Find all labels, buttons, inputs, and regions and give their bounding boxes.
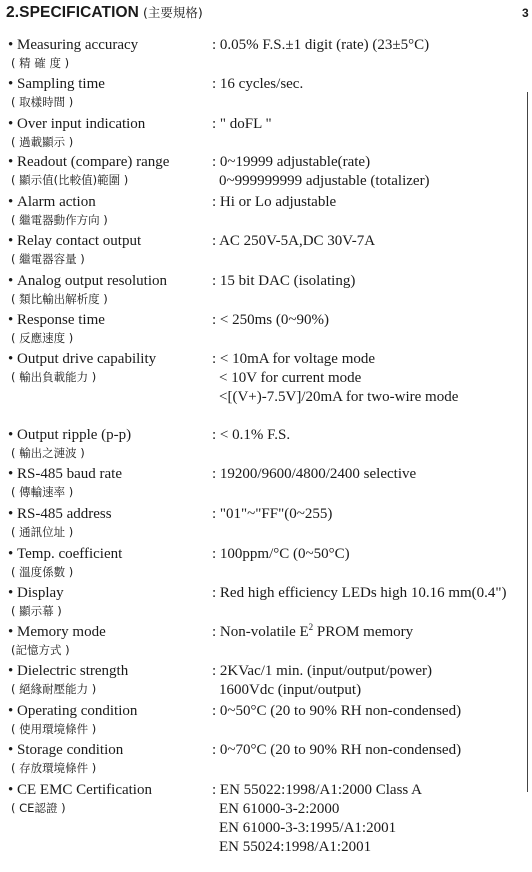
- spec-label: [8, 115, 206, 150]
- spec-label-text: Dielectric strength: [17, 663, 129, 679]
- spec-value-line: <[(V+)-7.5V]/20mA for two-wire mode: [219, 389, 459, 405]
- spec-value: [212, 465, 416, 484]
- spec-label-text: Display: [17, 585, 64, 601]
- spec-label-zh: ( 取樣時間 ): [11, 95, 74, 109]
- spec-value: [212, 75, 303, 94]
- spec-value-line: : 100ppm/°C (0~50°C): [212, 546, 350, 562]
- page-number-fragment: 3: [522, 6, 529, 20]
- spec-label: [8, 662, 206, 697]
- spec-label-text: Memory mode: [17, 624, 106, 640]
- spec-value: [212, 115, 272, 134]
- spec-label-zh: (記憶方式 ): [11, 643, 70, 657]
- spec-label-zh: ( 輸出之漣波 ): [11, 446, 85, 460]
- spec-value-line: : "01"~"FF"(0~255): [212, 506, 333, 522]
- spec-label: [8, 426, 206, 461]
- spec-label-en: [8, 465, 206, 484]
- spec-label: [8, 741, 206, 776]
- spec-label-zh: ( 繼電器容量 ): [11, 252, 85, 266]
- spec-label-zh: ( 顯示幕 ): [11, 604, 62, 618]
- spec-label: [8, 545, 206, 580]
- spec-label: [8, 702, 206, 737]
- spec-label-en: [8, 781, 206, 800]
- spec-label-text: Output drive capability: [17, 351, 157, 367]
- spec-label-en: [8, 36, 206, 55]
- spec-label: [8, 232, 206, 267]
- spec-label-text: Readout (compare) range: [17, 154, 170, 170]
- spec-value-line: : < 250ms (0~90%): [212, 312, 329, 328]
- section-title-text: 2.SPECIFICATION: [6, 4, 139, 21]
- spec-label-text: Alarm action: [17, 194, 96, 210]
- spec-label-text: Sampling time: [17, 76, 105, 92]
- spec-label: [8, 193, 206, 228]
- spec-label-text: Operating condition: [17, 703, 138, 719]
- spec-label: [8, 350, 206, 385]
- spec-value-line: EN 55024:1998/A1:2001: [219, 839, 372, 855]
- spec-value-line: : 15 bit DAC (isolating): [212, 273, 356, 289]
- spec-value: [212, 662, 432, 700]
- spec-value-line: : " doFL ": [212, 116, 272, 132]
- bullet-icon: •: [8, 782, 14, 798]
- spec-label-text: Response time: [17, 312, 105, 328]
- spec-label-en: [8, 623, 206, 642]
- spec-value-line: : 16 cycles/sec.: [212, 76, 304, 92]
- spec-value-line: : EN 55022:1998/A1:2000 Class A: [212, 782, 423, 798]
- spec-value-line: : Non-volatile $E^2$ PROM memory: [212, 622, 414, 640]
- spec-label: [8, 584, 206, 619]
- spec-value: [212, 311, 329, 330]
- bullet-icon: •: [8, 742, 14, 758]
- spec-label-en: [8, 505, 206, 524]
- spec-label: [8, 623, 206, 658]
- bullet-icon: •: [8, 273, 14, 289]
- section-title-chinese: (主要規格): [142, 5, 203, 20]
- spec-value: [212, 153, 430, 191]
- spec-value-line: : AC 250V-5A,DC 30V-7A: [212, 233, 376, 249]
- spec-value-line: EN 61000-3-3:1995/A1:2001: [219, 820, 397, 836]
- spec-label-en: [8, 662, 206, 681]
- spec-value-line: 0~999999999 adjustable (totalizer): [219, 173, 430, 189]
- bullet-icon: •: [8, 312, 14, 328]
- spec-label-text: RS-485 address: [17, 506, 112, 522]
- spec-label-zh: ( 繼電器動作方向 ): [11, 213, 108, 227]
- bullet-icon: •: [8, 663, 14, 679]
- spec-label: [8, 505, 206, 540]
- spec-label: [8, 781, 206, 816]
- spec-label-en: [8, 153, 206, 172]
- spec-value-line: : Red high efficiency LEDs high 10.16 mm(0.4"): [212, 585, 507, 601]
- spec-value: [212, 702, 461, 721]
- spec-value-line: : 0~19999 adjustable(rate): [212, 154, 371, 170]
- spec-label-zh: ( 使用環境條件 ): [11, 722, 97, 736]
- spec-label-text: Over input indication: [17, 116, 146, 132]
- spec-label-zh: ( 精 確 度 ): [11, 56, 70, 70]
- spec-label-en: [8, 584, 206, 603]
- spec-value-line: : 0.05% F.S.±1 digit (rate) (23±5°C): [212, 37, 430, 53]
- bullet-icon: •: [8, 194, 14, 210]
- spec-label-zh: ( 輸出負載能力 ): [11, 370, 97, 384]
- page-edge-line: [527, 92, 528, 792]
- spec-value-line: : Hi or Lo adjustable: [212, 194, 337, 210]
- spec-label-zh: ( 溫度係數 ): [11, 565, 74, 579]
- spec-label: [8, 311, 206, 346]
- bullet-icon: •: [8, 37, 14, 53]
- spec-label-text: Output ripple (p-p): [17, 427, 132, 443]
- spec-label-zh: ( 傳輸速率 ): [11, 485, 74, 499]
- spec-label: [8, 75, 206, 110]
- bullet-icon: •: [8, 546, 14, 562]
- spec-value: [212, 505, 332, 524]
- bullet-icon: •: [8, 76, 14, 92]
- spec-label-zh: ( 類比輸出解析度 ): [11, 292, 108, 306]
- spec-label: [8, 153, 206, 188]
- bullet-icon: •: [8, 351, 14, 367]
- spec-label: [8, 465, 206, 500]
- spec-value-line: : 2KVac/1 min. (input/output/power): [212, 663, 432, 679]
- spec-label-en: [8, 426, 206, 445]
- spec-label: [8, 272, 206, 307]
- spec-value: [212, 545, 350, 564]
- spec-value-line: : < 10mA for voltage mode: [212, 351, 376, 367]
- spec-label-en: [8, 193, 206, 212]
- bullet-icon: •: [8, 233, 14, 249]
- spec-value: [212, 272, 355, 291]
- bullet-icon: •: [8, 624, 14, 640]
- spec-label-text: CE EMC Certification: [17, 782, 152, 798]
- spec-label-en: [8, 741, 206, 760]
- spec-label-text: Analog output resolution: [17, 273, 167, 289]
- spec-value: [212, 193, 336, 212]
- spec-label-zh: ( 顯示值(比較值)範圍 ): [11, 173, 129, 187]
- spec-value: [212, 36, 429, 55]
- bullet-icon: •: [8, 703, 14, 719]
- spec-value-line: : 0~70°C (20 to 90% RH non-condensed): [212, 742, 462, 758]
- spec-value-line: : 19200/9600/4800/2400 selective: [212, 466, 417, 482]
- spec-value-line: EN 61000-3-2:2000: [219, 801, 340, 817]
- spec-value: [212, 350, 458, 407]
- spec-value: [212, 623, 413, 642]
- spec-label-text: Relay contact output: [17, 233, 142, 249]
- spec-label-zh: ( 過載顯示 ): [11, 135, 74, 149]
- spec-label-zh: ( CE認證 ): [11, 801, 66, 815]
- spec-value: [212, 741, 461, 760]
- spec-value: [212, 781, 422, 857]
- spec-label-en: [8, 75, 206, 94]
- spec-label-zh: ( 通訊位址 ): [11, 525, 74, 539]
- bullet-icon: •: [8, 466, 14, 482]
- spec-label-en: [8, 545, 206, 564]
- spec-label-text: RS-485 baud rate: [17, 466, 122, 482]
- bullet-icon: •: [8, 154, 14, 170]
- spec-label-text: Measuring accuracy: [17, 37, 139, 53]
- spec-label-en: [8, 232, 206, 251]
- bullet-icon: •: [8, 427, 14, 443]
- spec-value-line: 1600Vdc (input/output): [219, 682, 362, 698]
- spec-value: [212, 232, 375, 251]
- spec-value-line: : 0~50°C (20 to 90% RH non-condensed): [212, 703, 462, 719]
- spec-label: [8, 36, 206, 71]
- spec-label-zh: ( 存放環境條件 ): [11, 761, 97, 775]
- bullet-icon: •: [8, 585, 14, 601]
- spec-label-en: [8, 702, 206, 721]
- bullet-icon: •: [8, 116, 14, 132]
- spec-label-zh: ( 反應速度 ): [11, 331, 74, 345]
- section-title: [6, 2, 203, 24]
- spec-value-line: < 10V for current mode: [219, 370, 362, 386]
- spec-label-en: [8, 350, 206, 369]
- spec-label-text: Storage condition: [17, 742, 124, 758]
- spec-label-zh: ( 絕緣耐壓能力 ): [11, 682, 97, 696]
- spec-label-en: [8, 115, 206, 134]
- bullet-icon: •: [8, 506, 14, 522]
- spec-label-text: Temp. coefficient: [17, 546, 123, 562]
- spec-label-en: [8, 311, 206, 330]
- spec-value: [212, 584, 507, 603]
- spec-value-line: : < 0.1% F.S.: [212, 427, 291, 443]
- spec-value: [212, 426, 290, 445]
- spec-label-en: [8, 272, 206, 291]
